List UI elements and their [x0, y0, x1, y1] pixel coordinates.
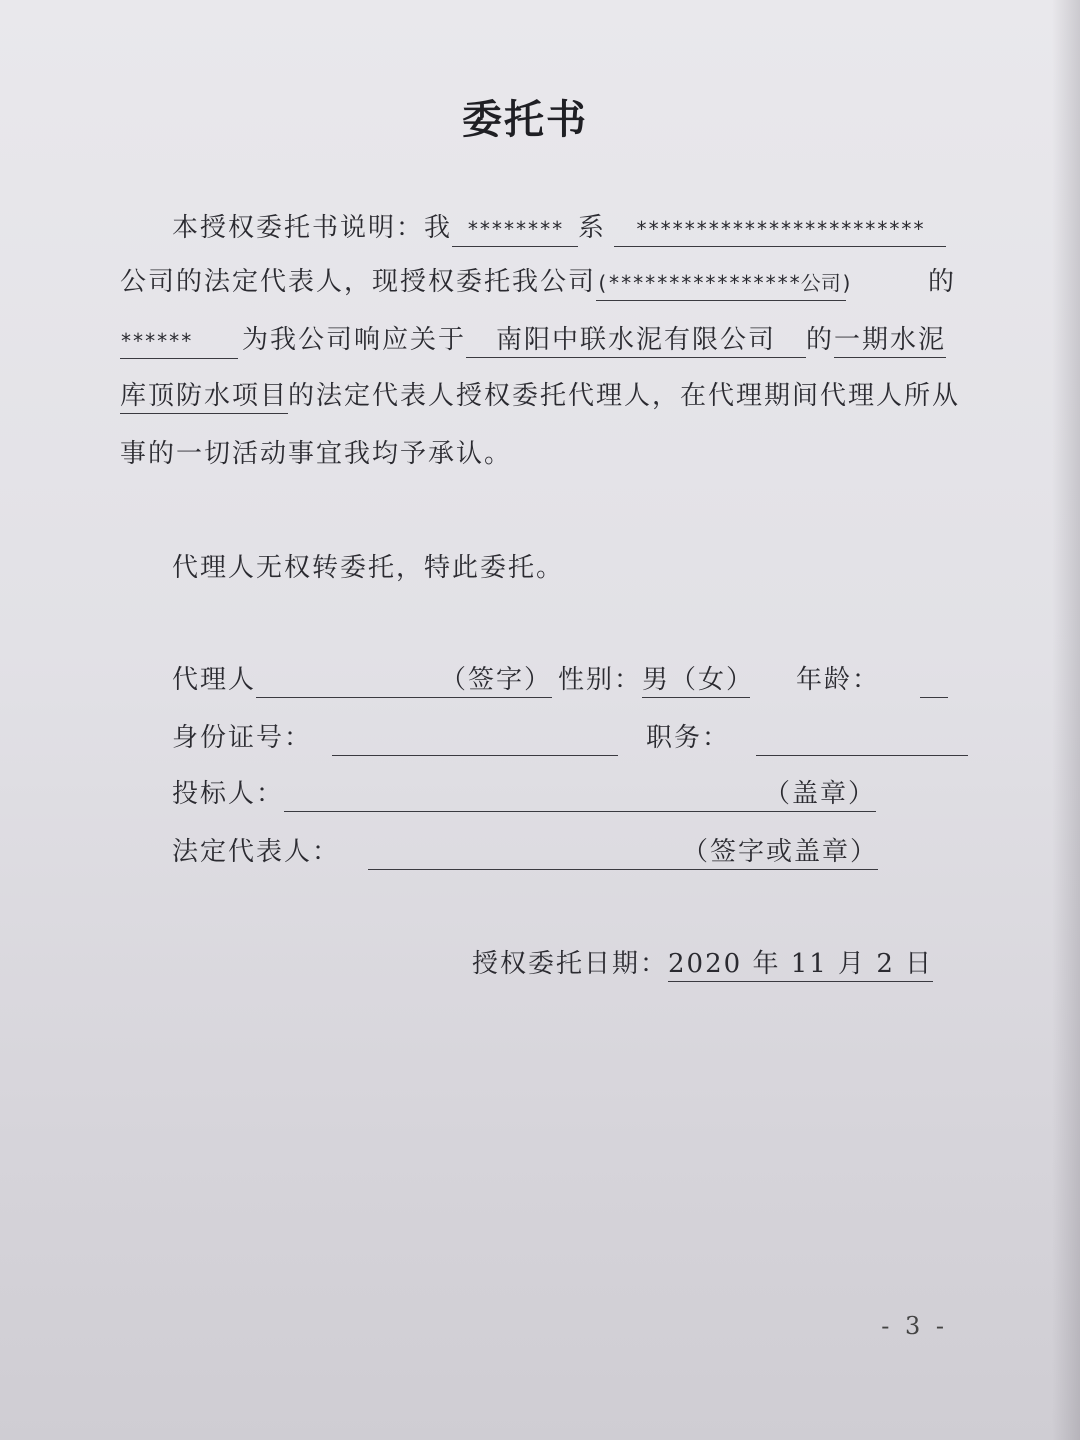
client-company-field: 南阳中联水泥有限公司 — [466, 323, 806, 358]
para2: 代理人无权转委托，特此委托。 — [172, 553, 565, 583]
gender-field: 男（女） — [642, 663, 750, 698]
para1-line2: 公司的法定代表人，现授权委托我公司(****************公司) 的 — [120, 264, 956, 301]
document-title: 委托书 — [462, 97, 588, 143]
para1-line3: ****** 为我公司响应关于 南阳中联水泥有限公司 的一期水泥 — [120, 322, 946, 359]
authorization-date: 2020 年 11 月 2 日 — [668, 947, 933, 982]
principal-company-field: ************************ — [614, 212, 946, 247]
position-field — [756, 725, 968, 756]
page-number: - 3 - — [881, 1312, 948, 1340]
project-name-field-part1: 一期水泥 — [834, 323, 946, 358]
para1-line1: 本授权委托书说明：我 ******** 系 ************************ — [172, 210, 946, 247]
para1-line5: 事的一切活动事宜我均予承认。 — [120, 439, 513, 469]
agent-row: 代理人 （签字） 性别：男（女） 年龄： — [172, 662, 948, 698]
id-number-field — [332, 725, 618, 756]
agent-name-field: ****** — [120, 324, 238, 359]
id-row: 身份证号： 职务： — [172, 720, 968, 756]
age-field — [920, 667, 948, 698]
legal-rep-signature-field: （签字或盖章） — [368, 835, 878, 870]
bidder-row: 投标人： （盖章） — [172, 776, 876, 812]
bidder-seal-field: （盖章） — [284, 777, 876, 812]
para1-line4: 库顶防水项目的法定代表人授权委托代理人，在代理期间代理人所从 — [120, 378, 960, 414]
principal-name-field: ******** — [452, 212, 578, 247]
authorized-company-field: (****************公司) — [596, 266, 846, 301]
legal-rep-row: 法定代表人： （签字或盖章） — [172, 834, 878, 870]
agent-signature-field: （签字） — [256, 663, 552, 698]
project-name-field-part2: 库顶防水项目 — [120, 379, 288, 414]
date-row: 授权委托日期：2020 年 11 月 2 日 — [472, 946, 933, 982]
page-edge-shadow — [1052, 0, 1080, 1440]
